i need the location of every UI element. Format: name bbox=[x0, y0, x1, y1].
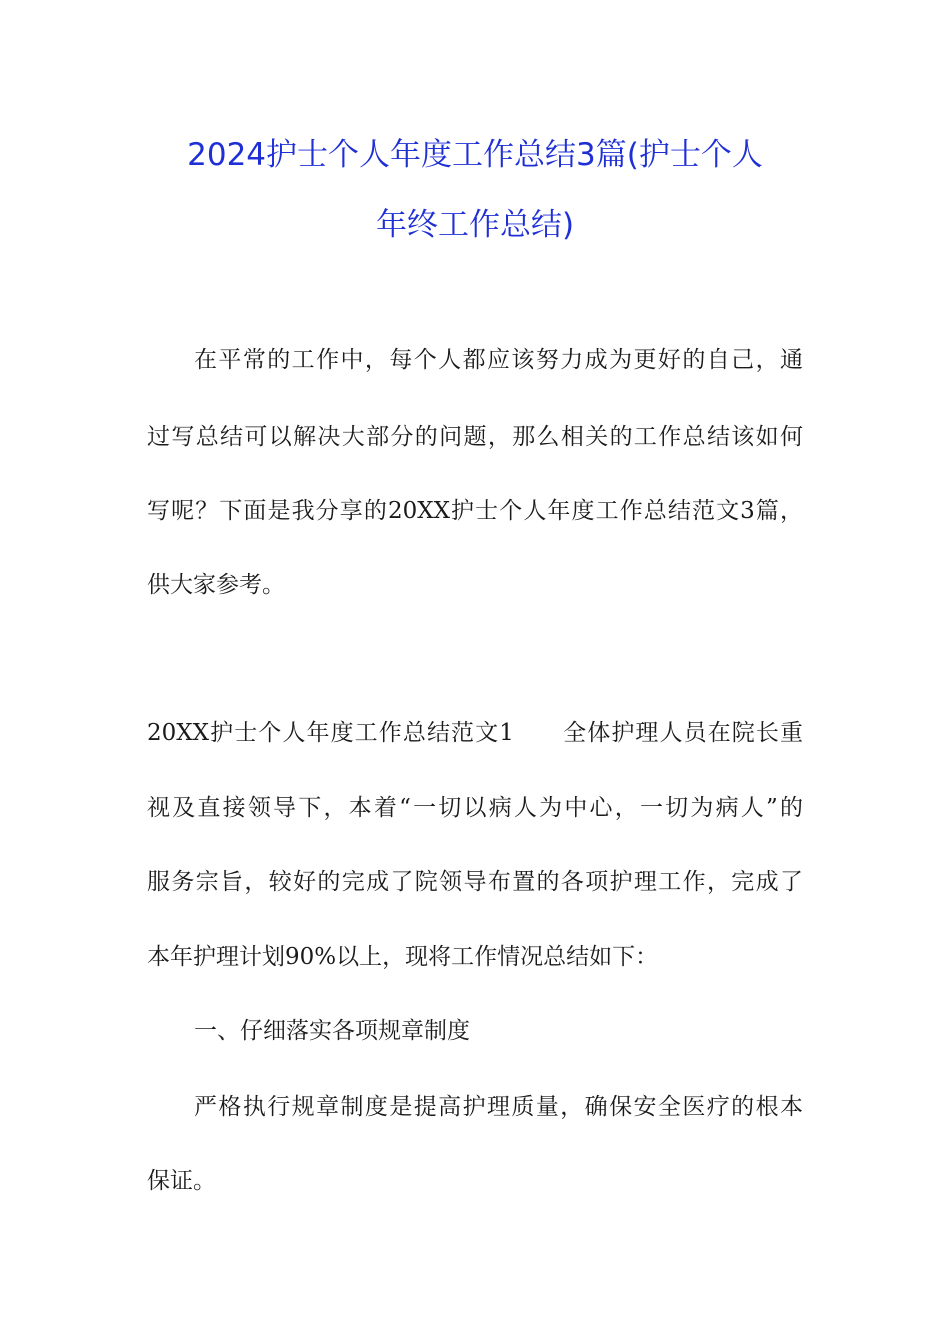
section1-paragraph-line-2: 保证。 bbox=[147, 1168, 216, 1194]
section1-line-3: 服务宗旨，较好的完成了院领导布置的各项护理工作，完成了 bbox=[147, 869, 803, 895]
intro-line-3: 写呢？下面是我分享的20XX护士个人年度工作总结范文3篇， bbox=[147, 498, 803, 524]
section1-line-4: 本年护理计划90%以上，现将工作情况总结如下： bbox=[147, 944, 659, 970]
section1-line-2: 视及直接领导下，本着“一切以病人为中心，一切为病人”的 bbox=[147, 795, 803, 821]
document-title-line-1: 2024护士个人年度工作总结3篇(护士个人 bbox=[187, 137, 763, 173]
section1-line-1: 20XX护士个人年度工作总结范文1 全体护理人员在院长重 bbox=[147, 720, 803, 746]
section1-paragraph-line-1: 严格执行规章制度是提高护理质量，确保安全医疗的根本 bbox=[194, 1094, 803, 1120]
section1-heading: 一、仔细落实各项规章制度 bbox=[194, 1018, 470, 1044]
intro-line-1: 在平常的工作中，每个人都应该努力成为更好的自己，通 bbox=[194, 347, 803, 373]
intro-line-2: 过写总结可以解决大部分的问题，那么相关的工作总结该如何 bbox=[147, 424, 803, 450]
document-title-line-2: 年终工作总结) bbox=[375, 207, 575, 243]
intro-line-4: 供大家参考。 bbox=[147, 572, 285, 598]
